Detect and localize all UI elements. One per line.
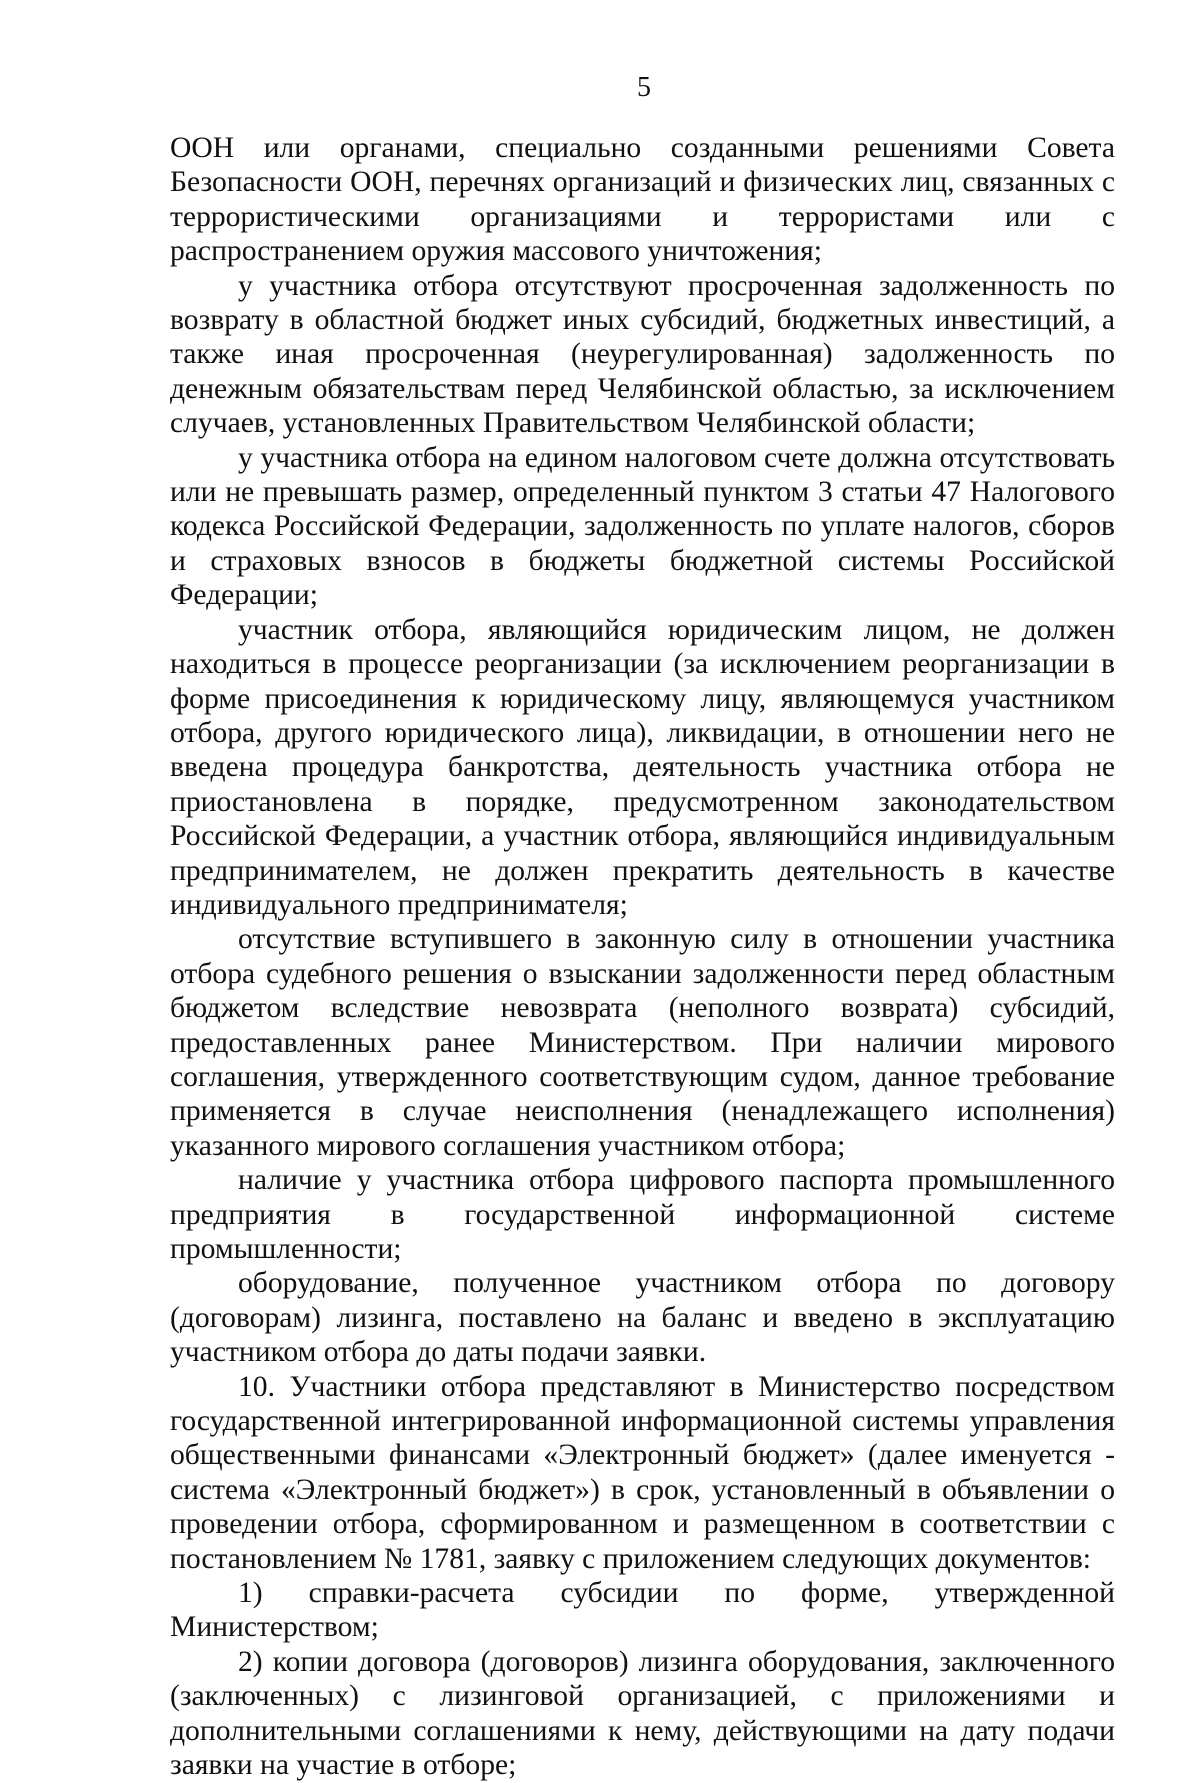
paragraph-equipment-on-balance: оборудование, полученное участником отбора по договору (договорам) лизинга, поставлено на баланс и введено в эксплуатацию участником отбора до даты подачи заявки.	[170, 1267, 1115, 1369]
paragraph-item-10: 10. Участники отбора представляют в Министерство посредством государственной интегрированной информационной системы управления общественными финансами «Электронный бюджет» (далее именуется - система «Электронный бюджет») в срок, установленный в объявлении о проведении отбора, сформированном и размещенном в соответствии с постановлением № 1781, заявку с приложением следующих документов:	[170, 1370, 1115, 1575]
paragraph-no-overdue-debt: у участника отбора отсутствуют просроченная задолженность по возврату в областной бюджет иных субсидий, бюджетных инвестиций, а также иная просроченная (неурегулированная) задолженность по денежным обязательствам перед Челябинской областью, за исключением случаев, установленных Правительством Челябинской области;	[170, 269, 1115, 440]
paragraph-digital-passport: наличие у участника отбора цифрового паспорта промышленного предприятия в государственной информационной системе промышленности;	[170, 1164, 1115, 1265]
page-number: 5	[637, 72, 651, 103]
document-body	[170, 131, 1115, 1783]
paragraph-tax-account: у участника отбора на едином налоговом счете должна отсутствовать или не превышать размер, определенный пунктом 3 статьи 47 Налогового кодекса Российской Федерации, задолженность по уплате налогов, сборов и страховых взносов в бюджеты бюджетной системы Российской Федерации;	[170, 441, 1115, 612]
paragraph-no-reorganization: участник отбора, являющийся юридическим лицом, не должен находиться в процессе реорганизации (за исключением реорганизации в форме присоединения к юридическому лицу, являющемуся участником отбора, другого юридического лица), ликвидации, в отношении него не введена процедура банкротства, деятельность участника отбора не приостановлена в порядке, предусмотренном законодательством Российской Федерации, а участник отбора, являющийся индивидуальным предпринимателем, не должен прекратить деятельность в качестве индивидуального предпринимателя;	[170, 613, 1115, 921]
paragraph-no-court-decision: отсутствие вступившего в законную силу в отношении участника отбора судебного решения о взыскании задолженности перед областным бюджетом вследствие невозврата (неполного возврата) субсидий, предоставленных ранее Министерством. При наличии мирового соглашения, утвержденного соответствующим судом, данное требование применяется в случае неисполнения (ненадлежащего исполнения) указанного мирового соглашения участником отбора;	[170, 923, 1115, 1162]
paragraph-un-lists-continuation: ООН или органами, специально созданными решениями Совета Безопасности ООН, перечнях организаций и физических лиц, связанных с террористическими организациями и террористами или с распространением оружия массового уничтожения;	[170, 132, 1115, 268]
paragraph-subitem-2: 2) копии договора (договоров) лизинга оборудования, заключенного (заключенных) с лизинговой организацией, с приложениями и дополнительными соглашениями к нему, действующими на дату подачи заявки на участие в отборе;	[170, 1645, 1115, 1782]
paragraph-subitem-1: 1) справки-расчета субсидии по форме, утвержденной Министерством;	[170, 1577, 1115, 1644]
